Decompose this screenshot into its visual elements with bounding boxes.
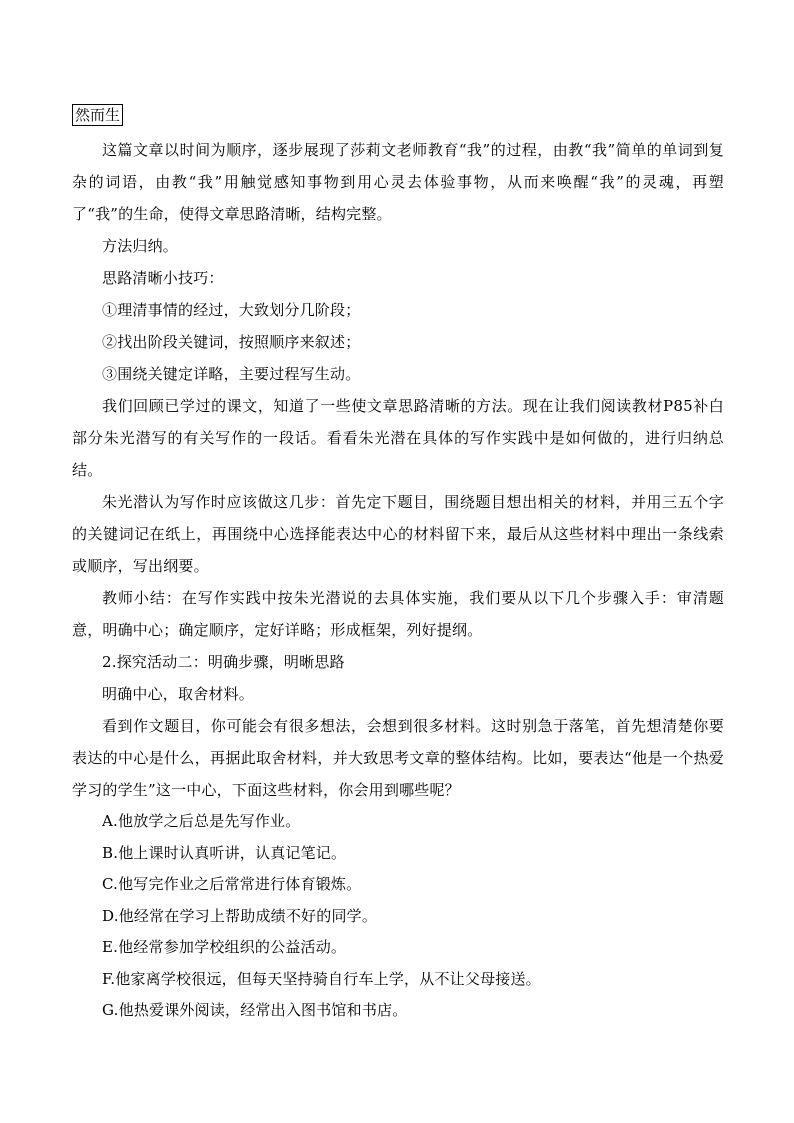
- option-b: B.他上课时认真听讲，认真记笔记。: [102, 843, 347, 862]
- boxed-heading-fragment: 然而生: [72, 104, 123, 126]
- paragraph-material-question: 看到作文题目，你可能会有很多想法，会想到很多材料。这时别急于落笔，首先想清楚你要表达的中心是什么，再据此取舍材料，并大致思考文章的整体结构。比如，要表达“他是一个热爱学习的学生”这一中心，下面这些材料，你会用到哪些呢？: [72, 717, 724, 799]
- tip-item-3: ③围绕关键定详略，主要过程写生动。: [102, 365, 361, 383]
- paragraph-clarify-center: 明确中心，取舍材料。: [102, 685, 255, 703]
- option-g: G.他热爱课外阅读，经常出入图书馆和书店。: [102, 1001, 408, 1019]
- option-c: C.他写完作业之后常常进行体育锻炼。: [102, 875, 362, 893]
- paragraph-method-title: 方法归纳。: [102, 237, 179, 255]
- option-d: D.他经常在学习上帮助成绩不好的同学。: [102, 906, 378, 925]
- option-a: A.他放学之后总是先写作业。: [102, 812, 301, 830]
- tip-item-2: ②找出阶段关键词，按照顺序来叙述；: [102, 333, 361, 351]
- paragraph-teacher-summary: 教师小结：在写作实践中按朱光潜说的去具体实施，我们要从以下几个步骤入手：审清题意，明确中心；确定顺序，定好详略；形成框架，列好提纲。: [72, 589, 724, 639]
- paragraph-summary: 这篇文章以时间为顺序，逐步展现了莎莉文老师教育“我”的过程，由教“我”简单的单词到复杂的词语，由教“我”用触觉感知事物到用心灵去体验事物，从而来唤醒“我”的灵魂，再塑了“我”的生命，使得文章思路清晰，结构完整。: [72, 141, 724, 223]
- tip-item-1: ①理清事情的经过，大致划分几阶段；: [102, 301, 361, 319]
- paragraph-review: 我们回顾已学过的课文，知道了一些使文章思路清晰的方法。现在让我们阅读教材P85补白部分朱光潜写的有关写作的一段话。看看朱光潜在具体的写作实践中是如何做的，进行归纳总结。: [72, 397, 724, 479]
- document-page: [72, 104, 724, 1027]
- paragraph-tips-title: 思路清晰小技巧：: [102, 269, 224, 287]
- option-f: F.他家离学校很远，但每天坚持骑自行车上学，从不让父母接送。: [102, 969, 541, 988]
- paragraph-activity-two: 2.探究活动二：明确步骤，明晰思路: [102, 653, 345, 671]
- option-e: E.他经常参加学校组织的公益活动。: [102, 938, 347, 956]
- paragraph-zhu-guangqian: 朱光潜认为写作时应该做这几步：首先定下题目，围绕题目想出相关的材料，并用三五个字的关键词记在纸上，再围绕中心选择能表达中心的材料留下来，最后从这些材料中理出一条线索或顺序，写出纲要。: [72, 493, 724, 575]
